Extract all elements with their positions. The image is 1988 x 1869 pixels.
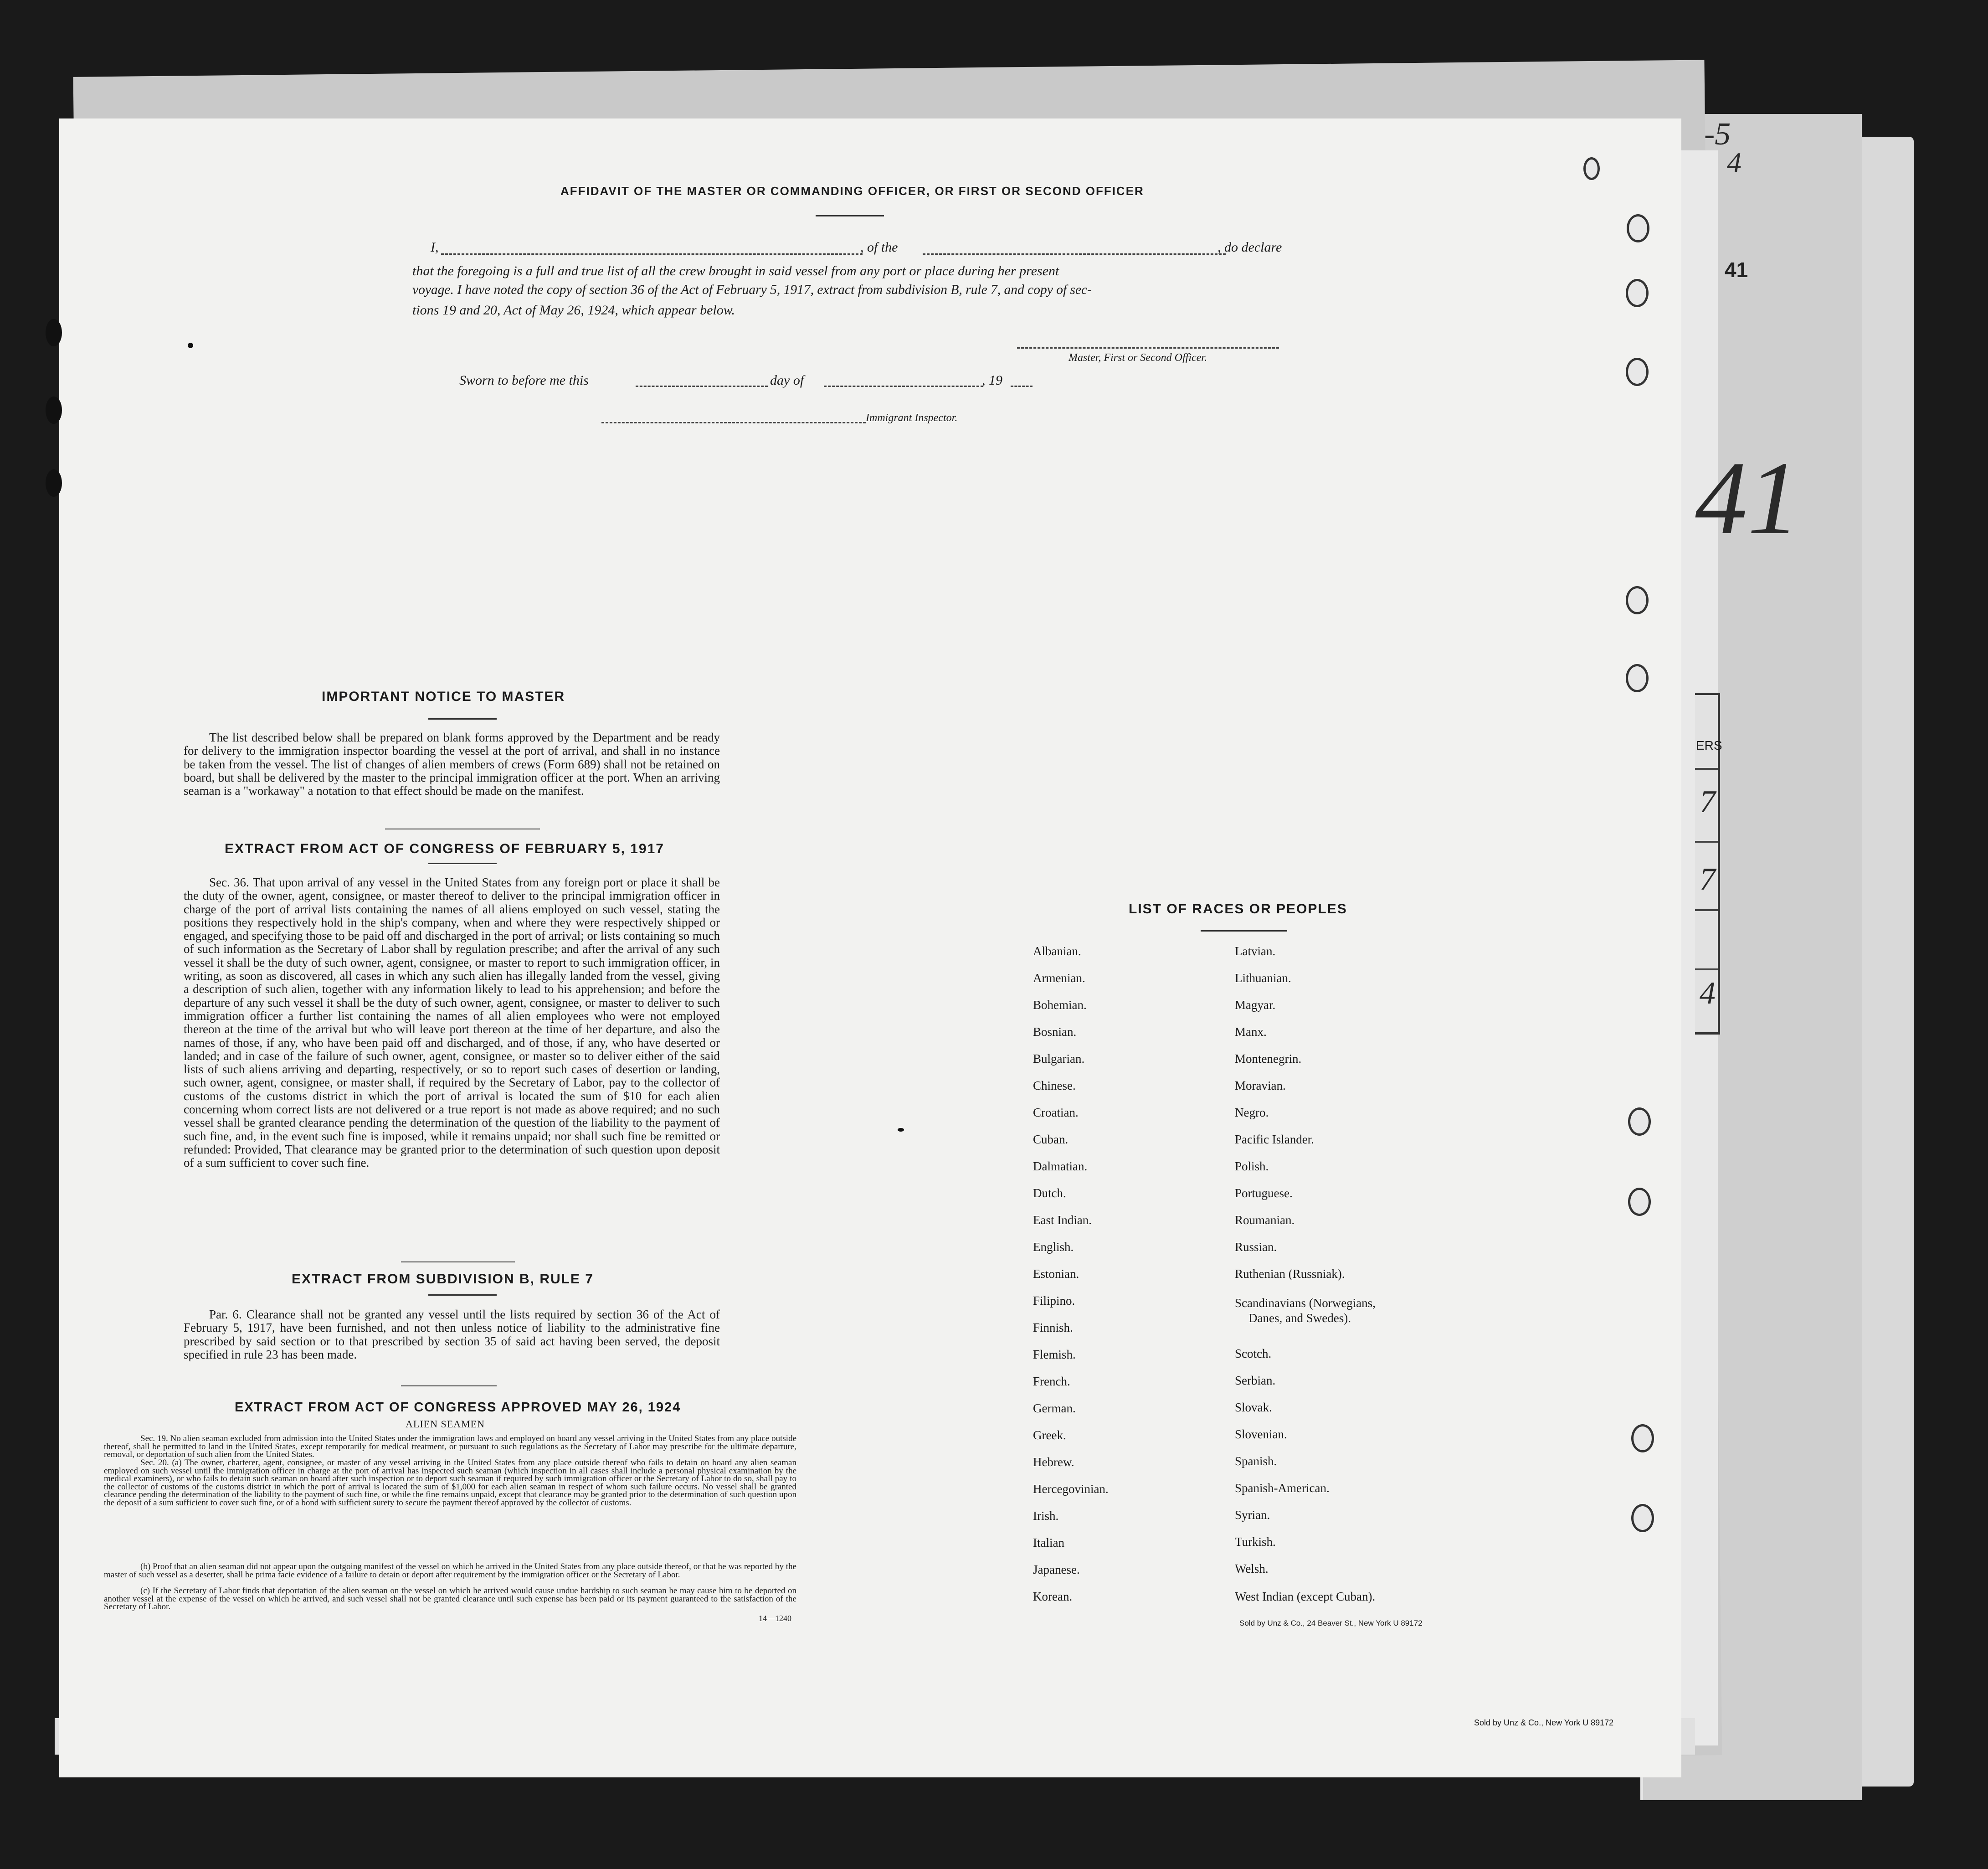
binding-hole-mark bbox=[46, 319, 62, 346]
master-signature-label: Master, First or Second Officer. bbox=[1068, 352, 1207, 364]
race-item: Pacific Islander. bbox=[1235, 1133, 1314, 1146]
race-item: Scandinavians (Norwegians, bbox=[1235, 1296, 1376, 1310]
race-item: Negro. bbox=[1235, 1106, 1269, 1119]
race-item: West Indian (except Cuban). bbox=[1235, 1590, 1376, 1603]
race-item: Ruthenian (Russniak). bbox=[1235, 1267, 1345, 1281]
peek-entry-1: 7 bbox=[1700, 784, 1716, 819]
inspector-signature-blank bbox=[601, 422, 866, 424]
race-item: Dutch. bbox=[1033, 1186, 1066, 1200]
race-item: Estonian. bbox=[1033, 1267, 1079, 1281]
peek-corner-mark-2: 4 bbox=[1727, 146, 1741, 179]
race-item: Welsh. bbox=[1235, 1562, 1269, 1576]
race-item: Greek. bbox=[1033, 1428, 1066, 1442]
affidavit-line1-mid: , of the bbox=[860, 240, 898, 255]
races-title-rule bbox=[1201, 930, 1287, 932]
race-item: Chinese. bbox=[1033, 1079, 1076, 1092]
race-item: Hebrew. bbox=[1033, 1455, 1074, 1469]
extract-1924-sec20c: (c) If the Secretary of Labor finds that deportation of the alien seaman on the vessel on which he arrived would cause undue hardship to such seaman he may cause him to be deported on another vessel at the expense of the vessel on which he arrived, and such vessel shall not be granted clearance until such expense has been paid or its payment guaranteed to the satisfaction of the Secretary of Labor. bbox=[104, 1586, 796, 1612]
race-item: Filipino. bbox=[1033, 1294, 1075, 1308]
peek-handwritten-number: 41 bbox=[1695, 440, 1800, 556]
affidavit-line1-end: , do declare bbox=[1217, 240, 1282, 255]
extract-1917-text: Sec. 36. That upon arrival of any vessel in the United States from any foreign port or place it shall be the duty of the owner, agent, consignee, or master thereof to deliver to the principal immigration officer in charge of the port of arrival lists containing the names of all aliens employed on such vessel, stating the positions they respectively hold in the ship's company, when and where they were respectively shipped or engaged, and specifying those to be paid off and discharged in the port of arrival; or lists containing so much of such information as the Secretary of Labor shall by regulation prescribe; and after the arrival of any such vessel it shall be the duty of such owner, agent, consignee, or master to report to such immigration officer, in writing, as soon as discovered, all cases in which any such alien has illegally landed from the vessel, giving a description of such alien, together with any information likely to lead to his apprehension; and before the departure of any such vessel it shall be the duty of such owner, agent, consignee, or master to deliver to such immigration officer a further list containing the names of all alien employees who were not employed thereon at the time of the arrival but who will leave port thereon at the time of her departure, and also the names of those, if any, who have been paid off and discharged, and of those, if any, who have deserted or landed; and in case of the failure of such owner, agent, consignee, or master so to deliver either of the said lists of such aliens arriving and departing, respectively, or so to report such cases of desertion or landing, such owner, agent, consignee, or master shall, if required by the Secretary of Labor, pay to the collector of customs of the customs district in which the port of arrival is located the sum of $10 for each alien concerning whom correct lists are not delivered or a true report is not made as above required; and no such vessel shall be granted clearance pending the determination of the question of the liability to the payment of such fine, and, in the event such fine is imposed, while it remains unpaid; nor shall such fine be remitted or refunded: Provided, That clearance may be granted prior to the determination of such question upon deposit of a sum sufficient to cover such fine. bbox=[184, 875, 720, 1170]
race-item: Lithuanian. bbox=[1235, 971, 1291, 985]
race-item: Slovak. bbox=[1235, 1400, 1272, 1414]
notice-title: IMPORTANT NOTICE TO MASTER bbox=[322, 689, 565, 704]
peek-corner-mark: -5 bbox=[1704, 117, 1731, 152]
inspector-signature-label: Immigrant Inspector. bbox=[866, 412, 958, 424]
ink-speck bbox=[188, 343, 193, 348]
race-item: Croatian. bbox=[1033, 1106, 1079, 1119]
race-item: Armenian. bbox=[1033, 971, 1085, 985]
extract-1924-sec20a: Sec. 20. (a) The owner, charterer, agent, consignee, or master of any vessel arriving in the United States from any place outside thereof who fails to detain on board any alien seaman employed on such vessel until the immigration officer in charge at the port of arrival has inspected such seaman (which inspection in all cases shall include a personal physical examination by the medical examiners), or who fails to detain such seaman on board after such inspection or to deport such seaman if required by such immigration officer or the Secretary of Labor to do so, shall pay to the collector of customs of the customs district in which the port of arrival is located the sum of $1,000 for each alien seaman in respect of whom such failure occurs. No vessel shall be granted clearance pending the determination of the liability to the payment of such fine, or while the fine remains unpaid, except that clearance may be granted prior to the determination of such question upon the deposit of a sum sufficient to cover such fine, or of a bond with sufficient surety to secure the payment thereof approved by the collector of customs. bbox=[104, 1458, 796, 1508]
sworn-year: , 19 bbox=[982, 373, 1002, 388]
race-item: Montenegrin. bbox=[1235, 1052, 1302, 1066]
binding-hole-mark bbox=[46, 396, 62, 424]
punch-hole bbox=[1628, 1107, 1651, 1136]
race-item: Turkish. bbox=[1235, 1535, 1276, 1549]
punch-hole bbox=[1631, 1424, 1654, 1452]
sworn-month-blank bbox=[824, 386, 983, 388]
under-page-sold-by: Sold by Unz & Co., New York U 89172 bbox=[1474, 1718, 1614, 1727]
race-item: Roumanian. bbox=[1235, 1213, 1295, 1227]
affidavit-line1-start: I, bbox=[431, 240, 439, 255]
race-item: Bosnian. bbox=[1033, 1025, 1077, 1039]
extract-1924-title: EXTRACT FROM ACT OF CONGRESS APPROVED MAY 26, 1924 bbox=[235, 1400, 681, 1415]
race-item: Danes, and Swedes). bbox=[1248, 1311, 1351, 1325]
peek-page-number: 41 bbox=[1725, 258, 1748, 282]
extract-1917-title: EXTRACT FROM ACT OF CONGRESS OF FEBRUARY 5, 1917 bbox=[225, 841, 664, 856]
race-item: Scotch. bbox=[1235, 1347, 1272, 1360]
notice-title-rule bbox=[428, 718, 497, 720]
sworn-day-of: day of bbox=[770, 373, 804, 388]
punch-hole bbox=[1626, 664, 1649, 692]
punch-hole bbox=[1627, 214, 1649, 242]
master-signature-blank bbox=[1017, 347, 1279, 350]
race-item: Dalmatian. bbox=[1033, 1159, 1088, 1173]
race-item: Latvian. bbox=[1235, 944, 1276, 958]
race-item: Polish. bbox=[1235, 1159, 1269, 1173]
affidavit-name-blank bbox=[441, 253, 863, 256]
ink-speck bbox=[898, 1128, 904, 1132]
race-item: Bulgarian. bbox=[1033, 1052, 1085, 1066]
race-item: Moravian. bbox=[1235, 1079, 1286, 1092]
race-item: Serbian. bbox=[1235, 1374, 1276, 1387]
affidavit-title: AFFIDAVIT OF THE MASTER OR COMMANDING OFFICER, OR FIRST OR SECOND OFFICER bbox=[560, 184, 1144, 198]
punch-hole bbox=[1626, 279, 1649, 307]
subdivision-text: Par. 6. Clearance shall not be granted any vessel until the lists required by section 36 of the Act of February 5, 1917, have been furnished, and not then unless notice of liability to the administrative fine prescribed by said section or to that prescribed by section 35 of said act having been served, the deposit specified in rule 23 has been made. bbox=[184, 1308, 720, 1361]
race-item: French. bbox=[1033, 1375, 1070, 1388]
race-item: Spanish-American. bbox=[1235, 1481, 1330, 1495]
affidavit-line3: voyage. I have noted the copy of section 36 of the Act of February 5, 1917, extract from subdivision B, rule 7, and copy of sec- bbox=[412, 283, 1092, 297]
peek-entry-2: 7 bbox=[1700, 862, 1716, 897]
race-item: Irish. bbox=[1033, 1509, 1059, 1523]
affidavit-line2: that the foregoing is a full and true list of all the crew brought in said vessel from any port or place during her present bbox=[412, 263, 1059, 278]
subdivision-end-rule bbox=[401, 1385, 497, 1386]
extract-1917-end-rule bbox=[401, 1261, 515, 1262]
race-item: Italian bbox=[1033, 1536, 1064, 1550]
race-item: German. bbox=[1033, 1401, 1076, 1415]
punch-hole bbox=[1626, 358, 1649, 386]
sworn-text: Sworn to before me this bbox=[459, 373, 589, 388]
peek-column-header: ERS bbox=[1696, 738, 1722, 752]
notice-text: The list described below shall be prepared on blank forms approved by the Department and be ready for delivery to the immigration inspector boarding the vessel at the port of arrival, and shall in no instance be taken from the vessel. The list of changes of alien members of crews (Form 689) shall not be retained on board, but shall be delivered by the master to the principal immigration officer at the port. When an arriving seaman is a "workaway" a notation to that effect should be made on the manifest. bbox=[184, 731, 720, 798]
subdivision-title: EXTRACT FROM SUBDIVISION B, RULE 7 bbox=[292, 1272, 594, 1287]
extract-1924-subtitle: ALIEN SEAMEN bbox=[406, 1418, 485, 1430]
race-item: Hercegovinian. bbox=[1033, 1482, 1109, 1496]
race-item: Portuguese. bbox=[1235, 1186, 1293, 1200]
punch-hole bbox=[1583, 157, 1600, 180]
form-number: 14—1240 bbox=[759, 1614, 791, 1623]
race-item: Bohemian. bbox=[1033, 998, 1087, 1012]
sworn-year-blank bbox=[1011, 386, 1033, 388]
race-item: Albanian. bbox=[1033, 944, 1081, 958]
subdivision-rule bbox=[428, 1294, 497, 1296]
peek-entry-3: 4 bbox=[1700, 976, 1716, 1011]
races-sold-by: Sold by Unz & Co., 24 Beaver St., New York U 89172 bbox=[1239, 1619, 1423, 1627]
extract-1924-sec19: Sec. 19. No alien seaman excluded from admission into the United States under the immigration laws and employed on board any vessel arriving in the United States from any place outside thereof, shall be permitted to land in the United States, except temporarily for medical treatment, or pursuant to such regulations as the Secretary of Labor may prescribe for the ultimate departure, removal, or deportation of such alien from the United States. bbox=[104, 1434, 796, 1459]
race-item: English. bbox=[1033, 1240, 1074, 1254]
race-item: Finnish. bbox=[1033, 1321, 1073, 1334]
race-item: Korean. bbox=[1033, 1590, 1073, 1603]
punch-hole bbox=[1628, 1188, 1651, 1216]
race-item: Manx. bbox=[1235, 1025, 1267, 1039]
race-item: Slovenian. bbox=[1235, 1427, 1287, 1441]
races-title: LIST OF RACES OR PEOPLES bbox=[1129, 901, 1347, 916]
race-item: East Indian. bbox=[1033, 1213, 1092, 1227]
affidavit-line4: tions 19 and 20, Act of May 26, 1924, which appear below. bbox=[412, 303, 735, 318]
race-item: Cuban. bbox=[1033, 1133, 1068, 1146]
affidavit-title-rule bbox=[816, 215, 884, 216]
extract-1917-rule bbox=[428, 863, 497, 864]
binding-hole-mark bbox=[46, 469, 62, 497]
race-item: Syrian. bbox=[1235, 1508, 1270, 1522]
punch-hole bbox=[1631, 1504, 1654, 1532]
affidavit-vessel-blank bbox=[923, 253, 1226, 256]
punch-hole bbox=[1626, 586, 1649, 614]
race-item: Japanese. bbox=[1033, 1563, 1080, 1576]
extract-1924-sec20b: (b) Proof that an alien seaman did not appear upon the outgoing manifest of the vessel on which he arrived in the United States from any place outside thereof, or that he was reported by the master of such vessel as a deserter, shall be prima facie evidence of a failure to detain or deport after requirement by the immigration officer or the Secretary of Labor. bbox=[104, 1562, 796, 1580]
sworn-day-blank bbox=[636, 386, 768, 388]
race-item: Flemish. bbox=[1033, 1348, 1076, 1361]
race-item: Spanish. bbox=[1235, 1454, 1277, 1468]
race-item: Russian. bbox=[1235, 1240, 1277, 1254]
race-item: Magyar. bbox=[1235, 998, 1276, 1012]
